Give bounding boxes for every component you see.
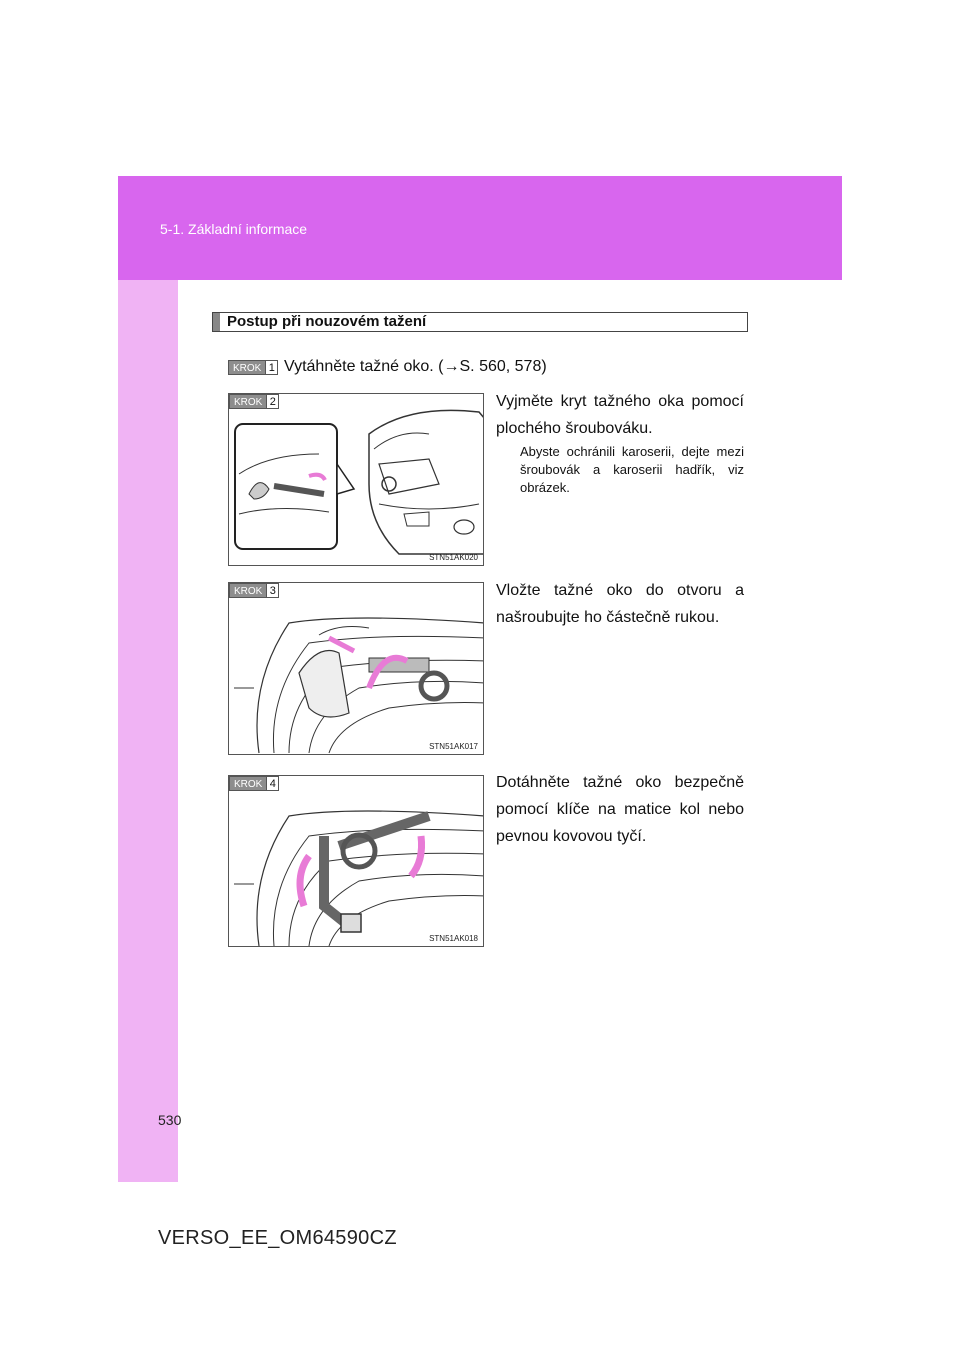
figure-step-2 bbox=[228, 393, 484, 566]
step-badge-2 bbox=[229, 394, 279, 409]
step-3-text: Vložte tažné oko do otvoru a našroubujte ho částečně rukou. bbox=[496, 582, 744, 626]
document-code: VERSO_EE_OM64590CZ bbox=[158, 1227, 397, 1249]
step-badge-label: KROK bbox=[229, 776, 267, 791]
step-badge-number: 4 bbox=[267, 776, 279, 791]
step-1-text: Vytáhněte tažné oko. (→S. 560, 578) bbox=[284, 358, 547, 375]
step-badge-number: 1 bbox=[266, 360, 278, 375]
figure-code: STN51AK018 bbox=[429, 934, 478, 943]
step-2-text: Vyjměte kryt tažného oka pomocí plochého šroubováku. bbox=[496, 393, 744, 437]
step-badge-4 bbox=[229, 776, 279, 791]
breadcrumb: 5-1. Základní informace bbox=[160, 221, 308, 237]
figure-code: STN51AK020 bbox=[429, 553, 478, 562]
page-number: 530 bbox=[158, 1112, 182, 1128]
figure-code: STN51AK017 bbox=[429, 742, 478, 751]
figure-step-4 bbox=[228, 775, 484, 947]
figure-step-3 bbox=[228, 582, 484, 755]
step-badge-number: 2 bbox=[267, 394, 279, 409]
step-badge-3 bbox=[229, 583, 279, 598]
step-badge-label: KROK bbox=[229, 394, 267, 409]
step-2-note: Abyste ochránili karoserii, dejte mezi šroubovák a karoserii hadřík, viz obrázek. bbox=[520, 444, 744, 495]
figure-2-drawing bbox=[229, 394, 484, 566]
section-title: Postup při nouzovém tažení bbox=[227, 313, 427, 330]
step-badge-label: KROK bbox=[228, 360, 266, 375]
figure-4-drawing bbox=[229, 776, 484, 947]
step-badge-number: 3 bbox=[267, 583, 279, 598]
heading-bar bbox=[213, 313, 220, 331]
step-4-text: Dotáhněte tažné oko bezpečně pomocí klíče na matice kol nebo pevnou kovovou tyčí. bbox=[496, 774, 744, 845]
section-heading bbox=[212, 312, 748, 332]
side-band bbox=[118, 280, 178, 1182]
figure-3-drawing bbox=[229, 583, 484, 755]
step-badge-1 bbox=[228, 360, 278, 375]
step-badge-label: KROK bbox=[229, 583, 267, 598]
